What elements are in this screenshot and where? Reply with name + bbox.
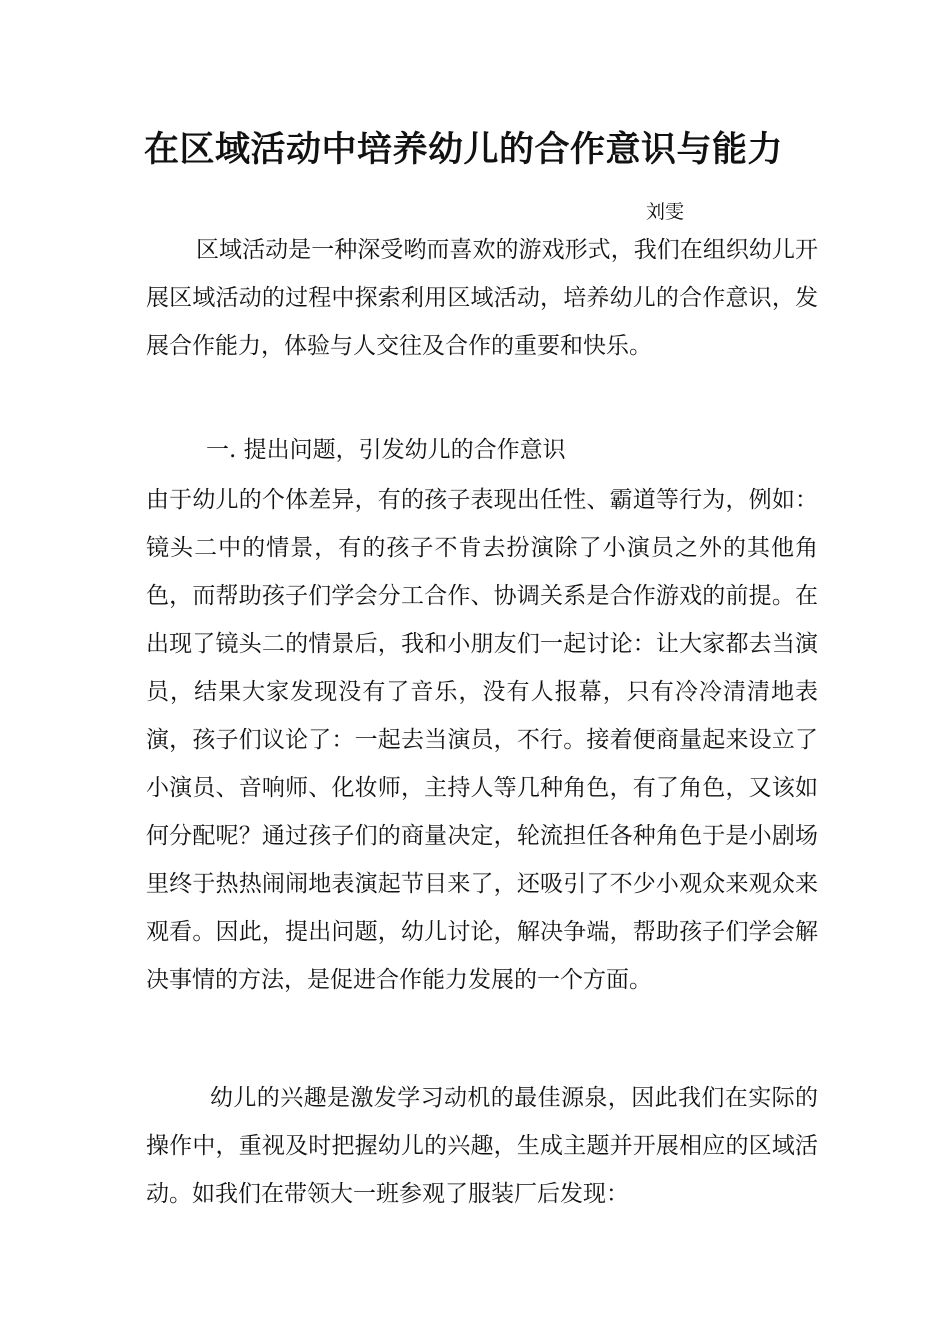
paragraph-interest: 幼儿的兴趣是激发学习动机的最佳源泉，因此我们在实际的操作中，重视及时把握幼儿的兴趣，生成主题并开展相应的区域活动。如我们在带领大一班参观了服装厂后发现： (146, 1085, 818, 1207)
author-name: 刘雯 (646, 201, 685, 223)
paragraph-intro: 区域活动是一种深受哟而喜欢的游戏形式，我们在组织幼儿开展区域活动的过程中探索利用区域活动，培养幼儿的合作意识，发展合作能力，体验与人交往及合作的重要和快乐。 (146, 237, 818, 359)
section-heading: 一. 提出问题，引发幼儿的合作意识 (206, 437, 566, 463)
paragraph-body: 由于幼儿的个体差异，有的孩子表现出任性、霸道等行为，例如：镜头二中的情景，有的孩子不肯去扮演除了小演员之外的其他角色，而帮助孩子们学会分工合作、协调关系是合作游戏的前提。在出现了镜头二的情景后，我和小朋友们一起讨论：让大家都去当演员，结果大家发现没有了音乐，没有人报幕，只有冷冷清清地表演，孩子们议论了：一起去当演员，不行。接着便商量起来设立了小演员、音响师、化妆师，主持人等几种角色，有了角色，又该如何分配呢？通过孩子们的商量决定，轮流担任各种角色于是小剧场里终于热热闹闹地表演起节目来了，还吸引了不少小观众来观众来观看。因此，提出问题，幼儿讨论，解决争端，帮助孩子们学会解决事情的方法，是促进合作能力发展的一个方面。 (146, 487, 818, 993)
document-title: 在区域活动中培养幼儿的合作意识与能力 (144, 129, 784, 170)
